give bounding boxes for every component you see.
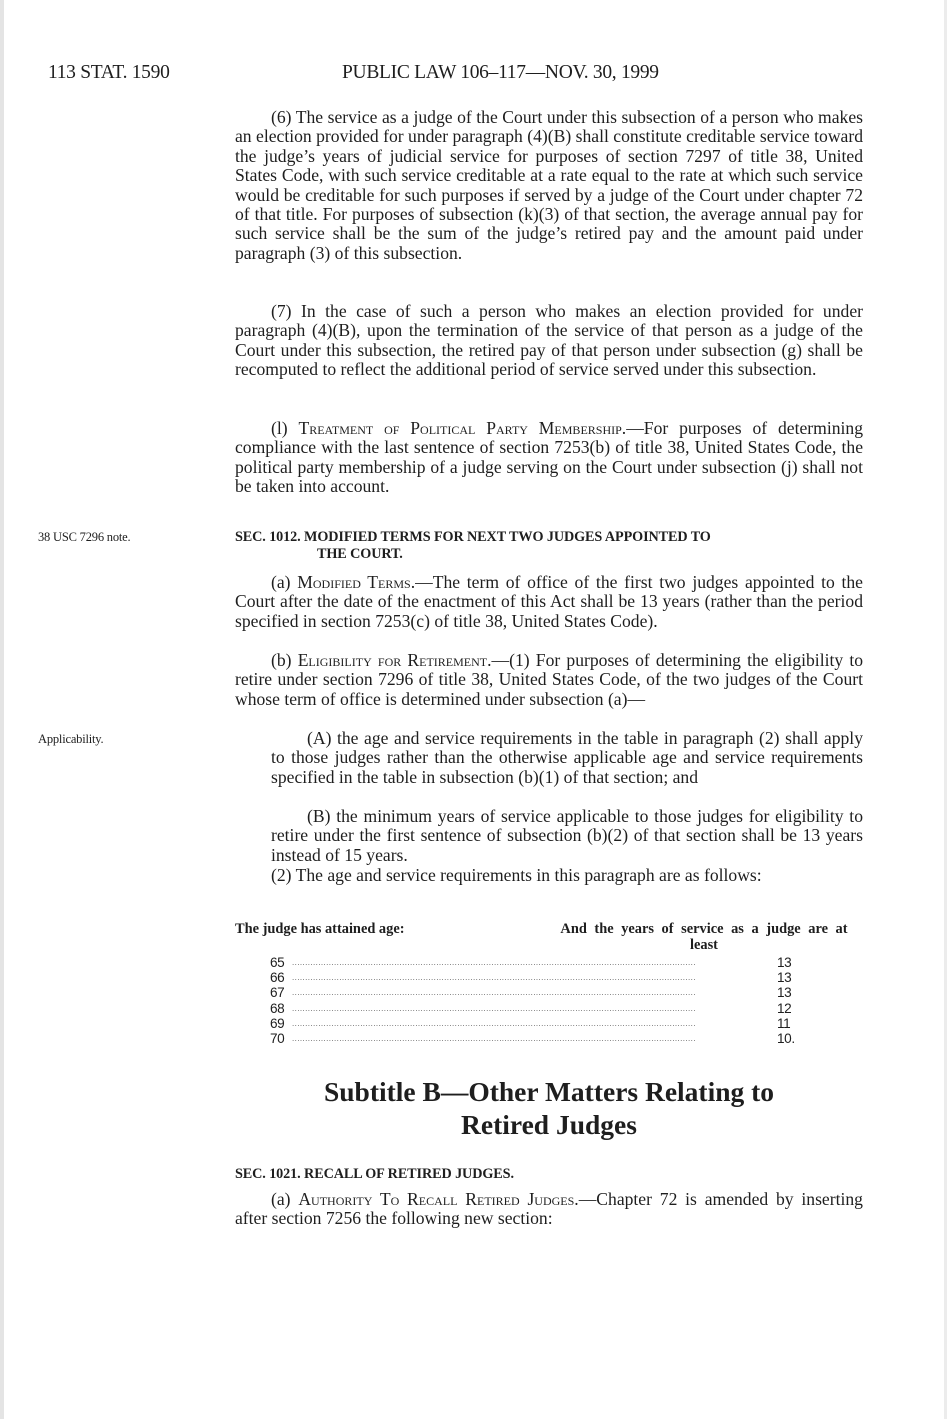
dot-leader: .......................................................................................................................................................... (292, 958, 696, 967)
table-row (270, 1031, 830, 1046)
years-cell: 13 (777, 970, 792, 986)
paragraph-7-block (235, 302, 863, 380)
dot-leader: .......................................................................................................................................................... (292, 1003, 696, 1013)
subsection-l-text: —For purposes of determining compliance with the last sentence of section 7253(b) of title 38, United States Code, the political party membership of a judge serving on the Court under subsection (j) shall not be taken into account. (235, 418, 863, 497)
subsection-l (235, 419, 863, 497)
paragraph-7: (7) In the case of such a person who makes an election provided for under paragraph (4)(B), upon the termination of the service of that person as a judge of the Court under this subsection, the retired pay of that person under subsection (g) shall be recomputed to reflect the additional period of service served under this subsection. (235, 301, 863, 380)
sec-1021-a-heading: Authority To Recall Retired Judges. (298, 1189, 579, 1209)
public-law-ref: PUBLIC LAW 106–117—NOV. 30, 1999 (342, 62, 659, 83)
table-row (270, 985, 830, 1000)
sec-1021-a-block (235, 1190, 863, 1229)
age-cell: 70 (270, 1030, 285, 1046)
sec-1012-a-block (235, 573, 863, 631)
subtitle-line1: Subtitle B—Other Matters Relating to (323, 1076, 775, 1107)
subsection-l-heading: Treatment of Political Party Membership. (298, 418, 627, 438)
age-cell: 68 (270, 1000, 285, 1016)
table-row (270, 955, 830, 970)
subtitle-heading (235, 1075, 863, 1141)
sec-1012-b-A: (A) the age and service requirements in the table in paragraph (2) shall apply to those judges rather than the otherwise applicable age and service requirements specified in the table in subsection (b)(1) of that section; and (271, 728, 863, 787)
dot-leader: .......................................................................................................................................................... (292, 1033, 696, 1043)
sec-1012-b-A-block (235, 729, 863, 787)
column-header-years: And the years of service as a judge are at least (560, 921, 848, 953)
sec-1012-b (235, 651, 863, 709)
table-row (270, 1001, 830, 1016)
years-cell: 13 (777, 985, 792, 1001)
sec-1012-b-block (235, 651, 863, 709)
subtitle-line2: Retired Judges (461, 1109, 637, 1140)
sec-1012-b-text: —(1) For purposes of determining the eligibility to retire under section 7296 of title 38, United States Code, of the two judges of the Court whose term of office is determined under subsection (a)— (235, 650, 863, 709)
sec-1021-heading-block (235, 1166, 863, 1183)
sec-1012-b-heading: Eligibility for Retirement. (297, 650, 492, 670)
age-cell: 66 (270, 970, 285, 986)
margin-note-applicability: Applicability. (38, 732, 104, 746)
paragraph-6-block (235, 108, 863, 263)
sec-1012-heading-line1: SEC. 1012. MODIFIED TERMS FOR NEXT TWO JUDGES APPOINTED TO (235, 529, 711, 545)
table-row (270, 970, 830, 985)
years-cell: 12 (777, 1000, 792, 1016)
subsection-l-prefix: (l) (271, 418, 299, 438)
margin-note-usc: 38 USC 7296 note. (38, 530, 131, 544)
running-head (48, 62, 808, 86)
age-cell: 67 (270, 985, 285, 1001)
sec-1021-heading: SEC. 1021. RECALL OF RETIRED JUDGES. (235, 1166, 514, 1182)
sec-1012-b-B: (B) the minimum years of service applicable to those judges for eligibility to retire under the first sentence of subsection (b)(2) of that section shall be 13 years instead of 15 years. (271, 806, 863, 865)
sec-1012-b-prefix: (b) (271, 650, 298, 670)
years-cell: 10. (777, 1030, 795, 1046)
sec-1012-heading (235, 529, 863, 562)
sec-1021-a-text: —Chapter 72 is amended by inserting after section 7256 the following new section: (235, 1189, 863, 1229)
sec-1012-b-2: (2) The age and service requirements in this paragraph are as follows: (271, 865, 762, 885)
sec-1012-a-text: —The term of office of the first two judges appointed to the Court after the date of the enactment of this Act shall be 13 years (rather than the period specified in section 7253(c) of title 38, United States Code). (235, 572, 863, 631)
dot-leader: .......................................................................................................................................................... (292, 988, 696, 998)
age-cell: 69 (270, 1015, 285, 1031)
dot-leader: .......................................................................................................................................................... (292, 973, 696, 983)
paragraph-6: (6) The service as a judge of the Court under this subsection of a person who makes an election provided for under paragraph (4)(B) shall constitute creditable service toward the judge’s years of judicial service for purposes of section 7297 of title 38, United States Code, with such service creditable at a rate equal to the rate at which such service would be creditable for such purposes if served by a judge of the Court under chapter 72 of that title. For purposes of subsection (k)(3) of that section, the average annual pay for such service shall be the sum of the judge’s retired pay and the amount paid under paragraph (3) of this subsection. (235, 107, 863, 263)
sec-1012-b-B-block (235, 807, 863, 865)
sec-1012-b-2-block (235, 866, 863, 885)
age-cell: 65 (270, 955, 285, 970)
age-service-table (270, 955, 830, 1046)
sec-1012-heading-line2: THE COURT. (317, 545, 403, 562)
statute-page-ref: 113 STAT. 1590 (48, 62, 170, 83)
sec-1012-a (235, 573, 863, 631)
dot-leader: .......................................................................................................................................................... (292, 1018, 696, 1028)
table-row (270, 1016, 830, 1031)
sec-1021-a-prefix: (a) (271, 1189, 299, 1209)
years-cell: 11 (777, 1015, 791, 1031)
sec-1012-heading-block (235, 529, 863, 562)
subsection-l-block (235, 419, 863, 497)
sec-1012-a-prefix: (a) (271, 572, 298, 592)
page-edge-left (0, 0, 4, 1419)
years-cell: 13 (777, 955, 792, 970)
sec-1012-a-heading: Modified Terms. (297, 572, 416, 592)
sec-1021-a (235, 1190, 863, 1229)
column-header-age: The judge has attained age: (235, 921, 405, 937)
